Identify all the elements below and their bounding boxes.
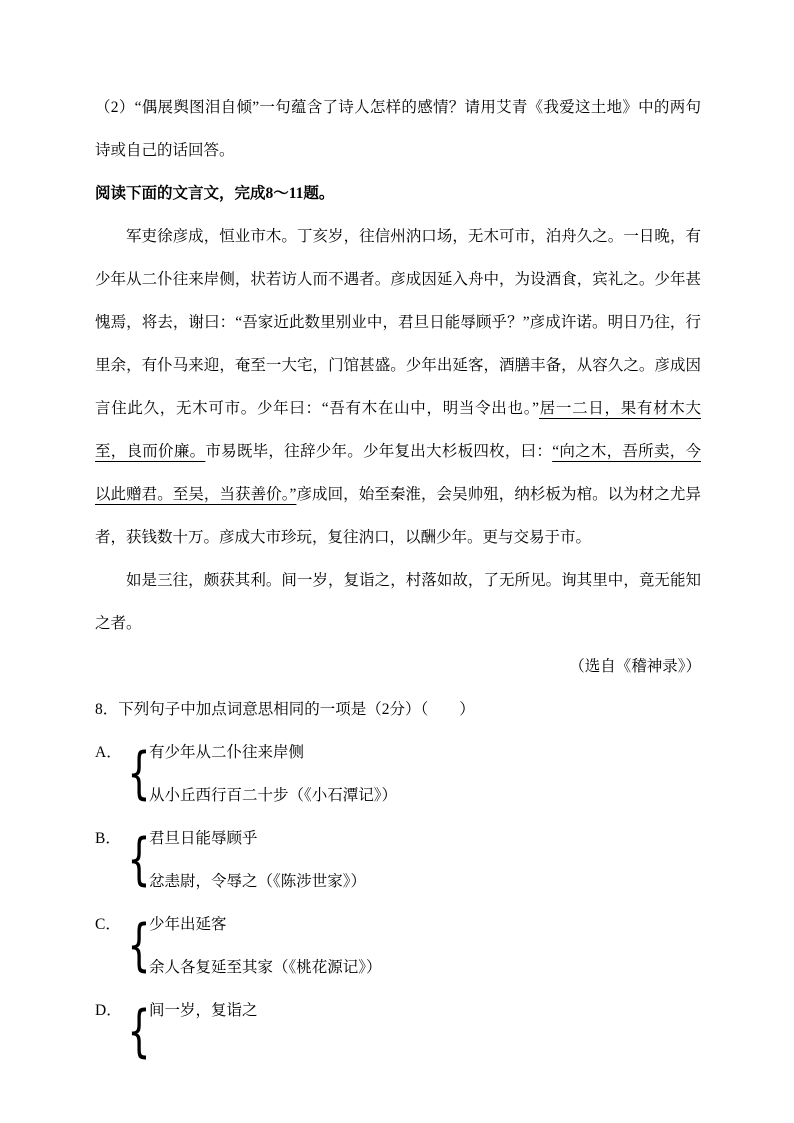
- option-d-label: D．: [95, 1002, 122, 1019]
- option-c: [95, 903, 701, 989]
- option-c-label: C．: [95, 916, 121, 933]
- brace-icon: {: [127, 999, 151, 1064]
- option-a-lines: [149, 731, 397, 817]
- option-a-label: A．: [95, 744, 122, 761]
- option-c-lines: [149, 903, 382, 989]
- question-2-text: （2）“偶展舆图泪自倾”一句蕴含了诗人怎样的感情？请用艾青《我爱这土地》中的两句诗或自己的话回答。: [95, 99, 701, 159]
- brace-icon: {: [127, 827, 151, 892]
- passage-text-segment-2: 市易既毕，往辞少年。少年复出大杉板四枚，曰：: [205, 443, 553, 460]
- option-b: [95, 817, 701, 903]
- passage-paragraph-1: [95, 215, 701, 559]
- passage-text-segment-3: 彦成回，始至秦淮，会吴帅殂，纳杉板为棺。以为材之尤异者，获钱数十万。彦成大市珍玩，复往汭口，以酬少年。更与交易于市。: [95, 486, 701, 546]
- option-b-line-1: 君旦日能辱顾乎: [149, 830, 258, 847]
- option-d-line-2: [149, 1032, 258, 1075]
- passage-text-segment-1: 军吏徐彦成，恒业市木。丁亥岁，往信州汭口场，无木可市，泊舟久之。一日晚，有少年从二仆往来岸侧，状若访人而不遇者。彦成因延入舟中，为设酒食，宾礼之。少年甚愧焉，将去，谢曰：“吾家近此数里别业中，君旦日能辱顾乎？”彦成许诺。明日乃往，行里余，有仆马来迎，奄至一大宅，门馆甚盛。少年出延客，酒膳丰备，从容久之。彦成因言住此久，无木可市。少年曰：“吾有木在山中，明当令出也。”: [95, 228, 701, 417]
- option-c-line-2: 余人各复延至其家（《桃花源记》）: [149, 959, 382, 976]
- option-a-line-1: 有少年从二仆往来岸侧: [149, 744, 305, 761]
- question-8-stem: 8．下列句子中加点词意思相同的一项是（2分）（ ）: [95, 701, 475, 718]
- option-a-line-2: 从小丘西行百二十步（《小石潭记》）: [149, 787, 398, 804]
- option-d-line-1: 间一岁，复诣之: [149, 1002, 258, 1019]
- brace-icon: {: [127, 913, 151, 978]
- option-b-label: B．: [95, 830, 121, 847]
- option-b-lines: [149, 817, 366, 903]
- option-d: [95, 989, 701, 1075]
- passage-underlined-segment-1: 居一二日，果有材木大至，良而价廉。: [95, 400, 701, 460]
- option-a: [95, 731, 701, 817]
- option-d-lines: [149, 989, 258, 1075]
- option-c-line-1: 少年出延客: [149, 916, 227, 933]
- passage-underlined-segment-2: “向之木，吾所卖，今以此赠君。至吴，当获善价。”: [95, 443, 701, 503]
- brace-icon: {: [127, 741, 151, 806]
- reading-instruction: 阅读下面的文言文，完成8～11题。: [95, 185, 335, 202]
- passage-paragraph-2: 如是三往，颇获其利。间一岁，复诣之，村落如故，了无所见。询其里中，竟无能知之者。: [95, 572, 701, 632]
- option-b-line-2: 忿恚尉，令辱之（《陈涉世家》）: [149, 873, 367, 890]
- passage-source: （选自《稽神录》）: [569, 658, 701, 675]
